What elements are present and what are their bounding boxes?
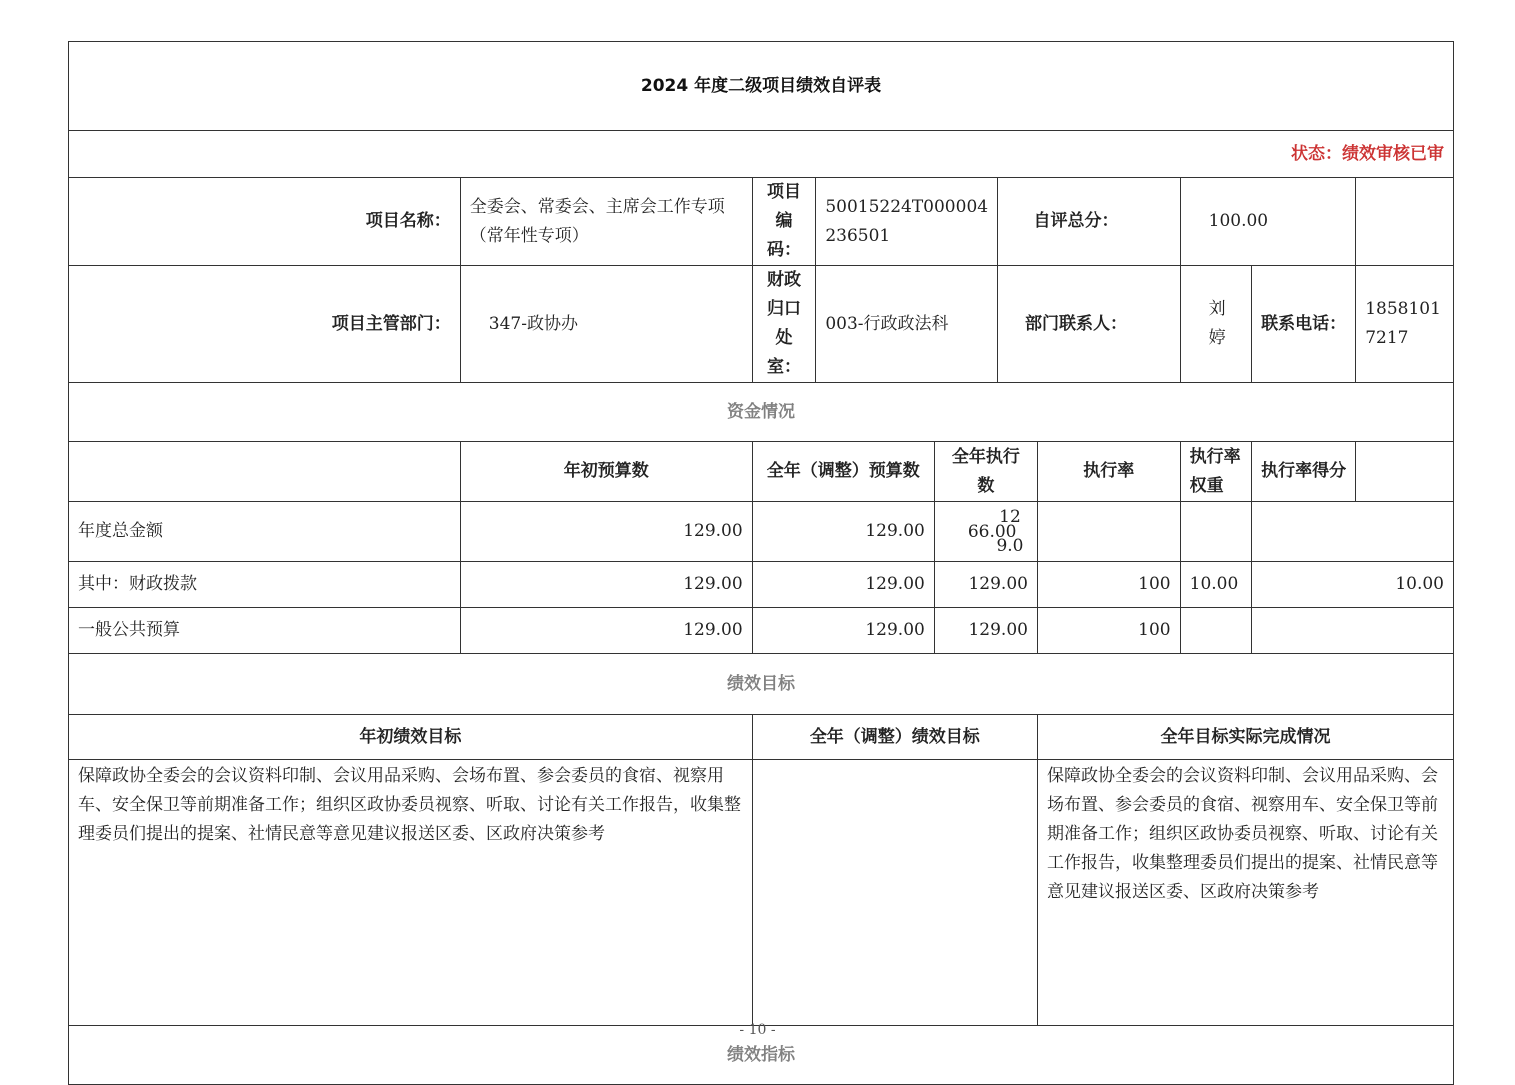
self-score-value: 100.00	[1180, 178, 1356, 266]
project-code-value: 50015224T000004236501	[816, 178, 998, 266]
goals-header-adjusted: 全年（调整）绩效目标	[752, 715, 1037, 760]
row-weight	[1180, 608, 1251, 654]
row-weight	[1180, 502, 1251, 562]
row-executed-a: 66.00	[967, 522, 1017, 542]
row-label: 其中：财政拨款	[69, 562, 461, 608]
funds-section-title: 资金情况	[69, 383, 1454, 442]
project-name-value: 全委会、常委会、主席会工作专项（常年性专项）	[460, 178, 752, 266]
row-rate: 100	[1037, 562, 1180, 608]
phone-label: 联系电话：	[1251, 266, 1355, 383]
empty-cell	[1356, 178, 1454, 266]
dept-value: 347-政协办	[460, 266, 752, 383]
self-score-label: 自评总分：	[998, 178, 1180, 266]
funds-header-blank	[69, 442, 461, 502]
row-executed: 129.00	[934, 608, 1037, 654]
row-adjusted: 129.00	[752, 502, 934, 562]
evaluation-form	[68, 41, 1454, 1085]
row-initial: 129.00	[460, 502, 752, 562]
funds-header-initial: 年初预算数	[460, 442, 752, 502]
funds-header-score: 执行率得分	[1251, 442, 1355, 502]
row-adjusted: 129.00	[752, 608, 934, 654]
empty-cell	[1356, 442, 1454, 502]
row-initial: 129.00	[460, 608, 752, 654]
row-weight: 10.00	[1180, 562, 1251, 608]
finance-office-value: 003-行政政法科	[816, 266, 998, 383]
goals-header-actual: 全年目标实际完成情况	[1037, 715, 1453, 760]
indicators-section-title: 绩效指标	[69, 1026, 1454, 1085]
row-initial: 129.00	[460, 562, 752, 608]
contact-label: 部门联系人：	[998, 266, 1180, 383]
goals-adjusted-text	[752, 760, 1037, 1026]
status-label: 状态：绩效审核已审	[69, 131, 1454, 178]
row-adjusted: 129.00	[752, 562, 934, 608]
row-score: 10.00	[1251, 562, 1453, 608]
page-number: - 10 -	[739, 1022, 776, 1038]
row-score	[1251, 608, 1453, 654]
funds-header-weight: 执行率权重	[1180, 442, 1251, 502]
row-rate: 100	[1037, 608, 1180, 654]
row-executed-b: 129.0	[996, 507, 1024, 556]
dept-label: 项目主管部门：	[69, 266, 461, 383]
project-name-label: 项目名称：	[69, 178, 461, 266]
form-table	[68, 41, 1454, 1085]
row-score	[1251, 502, 1453, 562]
phone-value: 18581017217	[1356, 266, 1454, 383]
table-row	[69, 502, 1454, 562]
row-executed: 129.00	[934, 562, 1037, 608]
funds-header-adjusted: 全年（调整）预算数	[752, 442, 934, 502]
table-row	[69, 562, 1454, 608]
goals-actual-text: 保障政协全委会的会议资料印制、会议用品采购、会场布置、参会委员的食宿、视察用车、安全保卫等前期准备工作；组织区政协委员视察、听取、讨论有关工作报告，收集整理委员们提出的提案、社情民意等意见建议报送区委、区政府决策参考	[1037, 760, 1453, 1026]
row-executed	[934, 502, 1037, 562]
funds-header-rate: 执行率	[1037, 442, 1180, 502]
form-title: 2024 年度二级项目绩效自评表	[69, 42, 1454, 131]
finance-office-label: 财政归口处室：	[752, 266, 816, 383]
row-rate	[1037, 502, 1180, 562]
row-label: 一般公共预算	[69, 608, 461, 654]
goals-header-initial: 年初绩效目标	[69, 715, 753, 760]
funds-header-executed: 全年执行数	[934, 442, 1037, 502]
contact-value: 刘婷	[1180, 266, 1251, 383]
goals-section-title: 绩效目标	[69, 654, 1454, 715]
project-code-label: 项目编码：	[752, 178, 816, 266]
table-row	[69, 608, 1454, 654]
goals-initial-text: 保障政协全委会的会议资料印制、会议用品采购、会场布置、参会委员的食宿、视察用车、安全保卫等前期准备工作；组织区政协委员视察、听取、讨论有关工作报告，收集整理委员们提出的提案、社情民意等意见建议报送区委、区政府决策参考	[69, 760, 753, 1026]
row-label: 年度总金额	[69, 502, 461, 562]
